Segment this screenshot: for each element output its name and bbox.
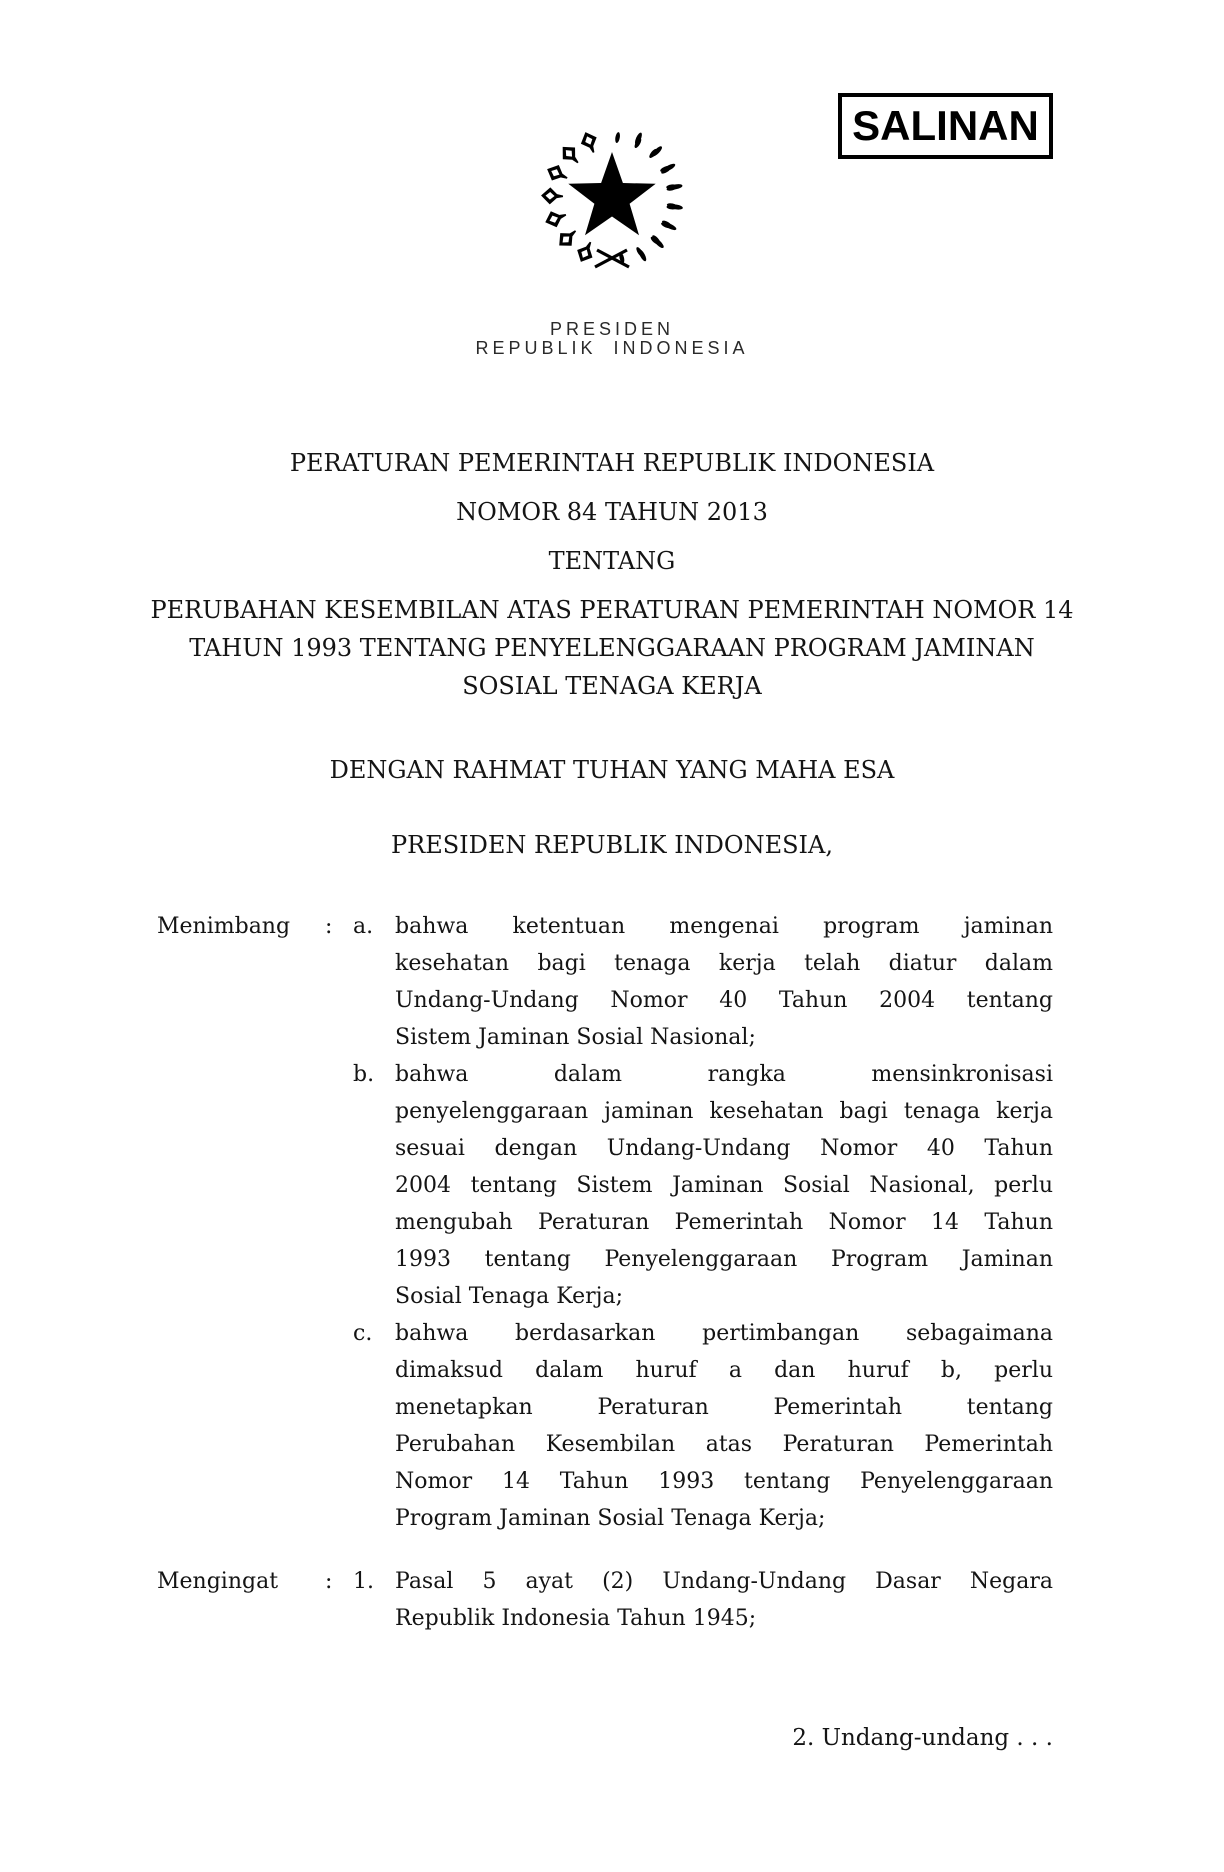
- menimbang-colon: :: [325, 914, 333, 939]
- item-marker: 1.: [353, 1569, 374, 1594]
- item-lines: [395, 1563, 1053, 1637]
- doc-subject-line: PERUBAHAN KESEMBILAN ATAS PERATURAN PEMERINTAH NOMOR 14: [150, 596, 1074, 624]
- mengingat-items: [353, 1563, 1053, 1637]
- menimbang-items: [353, 908, 1053, 1537]
- item-lines: [395, 1315, 1053, 1537]
- footer-catchword: 2. Undang-undang . . .: [792, 1725, 1053, 1751]
- item-lines: [395, 1056, 1053, 1315]
- clause-line: Perubahan Kesembilan atas Peraturan Pemerintah: [395, 1432, 1053, 1457]
- salinan-stamp: [838, 93, 1053, 159]
- salinan-stamp-label: SALINAN: [852, 102, 1039, 149]
- letterhead-presiden: PRESIDEN: [549, 319, 675, 339]
- item-marker: c.: [353, 1321, 373, 1346]
- clause-line: dimaksud dalam huruf a dan huruf b, perlu: [395, 1358, 1053, 1383]
- doc-number-line: NOMOR 84 TAHUN 2013: [456, 498, 768, 526]
- item-marker: a.: [353, 914, 374, 939]
- doc-title-line: PERATURAN PEMERINTAH REPUBLIK INDONESIA: [289, 449, 935, 477]
- clause-line: penyelenggaraan jaminan kesehatan bagi tenaga kerja: [395, 1099, 1053, 1124]
- presidential-seal-icon: [532, 126, 692, 276]
- item-marker: b.: [353, 1062, 375, 1087]
- letterhead-republik-indonesia: REPUBLIK INDONESIA: [475, 338, 749, 358]
- authority-line: PRESIDEN REPUBLIK INDONESIA,: [390, 831, 833, 859]
- clause-line: Republik Indonesia Tahun 1945;: [395, 1606, 757, 1631]
- clause-line: kesehatan bagi tenaga kerja telah diatur dalam: [395, 951, 1053, 976]
- document-title-block: [0, 444, 1224, 705]
- clause-line: bahwa berdasarkan pertimbangan sebagaimana: [395, 1321, 1053, 1346]
- menimbang-item-b: [353, 1056, 1053, 1315]
- clause-line: Sosial Tenaga Kerja;: [395, 1284, 623, 1309]
- menimbang-section: [0, 908, 1224, 1537]
- mengingat-colon: :: [325, 1569, 333, 1594]
- clause-line: Undang-Undang Nomor 40 Tahun 2004 tentang: [395, 988, 1053, 1013]
- clause-line: bahwa ketentuan mengenai program jaminan: [395, 914, 1053, 939]
- clause-line: Nomor 14 Tahun 1993 tentang Penyelenggaraan: [395, 1469, 1053, 1494]
- mengingat-label: Mengingat: [157, 1569, 279, 1594]
- menimbang-item-c: [353, 1315, 1053, 1537]
- clause-line: 1993 tentang Penyelenggaraan Program Jaminan: [395, 1247, 1053, 1272]
- doc-subject-line: SOSIAL TENAGA KERJA: [462, 672, 762, 700]
- clause-line: Program Jaminan Sosial Tenaga Kerja;: [395, 1506, 826, 1531]
- item-lines: [395, 908, 1053, 1056]
- clause-line: bahwa dalam rangka mensinkronisasi: [395, 1062, 1053, 1087]
- menimbang-item-a: [353, 908, 1053, 1056]
- clause-line: Sistem Jaminan Sosial Nasional;: [395, 1025, 756, 1050]
- clause-line: 2004 tentang Sistem Jaminan Sosial Nasional, perlu: [395, 1173, 1053, 1198]
- invocation-line: DENGAN RAHMAT TUHAN YANG MAHA ESA: [329, 756, 895, 784]
- clause-line: sesuai dengan Undang-Undang Nomor 40 Tahun: [395, 1136, 1053, 1161]
- letterhead: [0, 320, 1224, 358]
- menimbang-label: Menimbang: [157, 914, 291, 939]
- clause-line: menetapkan Peraturan Pemerintah tentang: [395, 1395, 1053, 1420]
- doc-subject: [0, 591, 1224, 705]
- doc-tentang-line: TENTANG: [548, 547, 676, 575]
- clause-line: Pasal 5 ayat (2) Undang-Undang Dasar Negara: [395, 1569, 1053, 1594]
- mengingat-item-1: [353, 1563, 1053, 1637]
- clause-line: mengubah Peraturan Pemerintah Nomor 14 Tahun: [395, 1210, 1053, 1235]
- mengingat-section: [0, 1563, 1224, 1637]
- doc-subject-line: TAHUN 1993 TENTANG PENYELENGGARAAN PROGRAM JAMINAN: [189, 634, 1035, 662]
